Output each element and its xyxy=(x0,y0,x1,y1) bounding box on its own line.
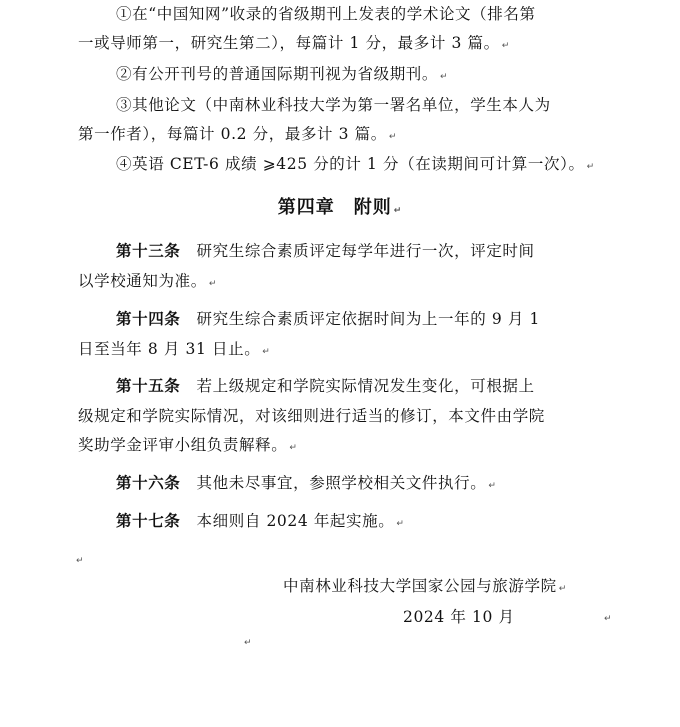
list-item-4: ④英语 CET-6 成绩 ⩾425 分的计 1 分（在读期间可计算一次）。 ↵ xyxy=(116,155,595,173)
paragraph-mark: ↵ xyxy=(604,614,612,624)
paragraph-mark: ↵ xyxy=(558,584,567,594)
paragraph-mark: ↵ xyxy=(208,279,217,289)
paragraph-mark: ↵ xyxy=(289,443,298,453)
article-16: 第十六条 其他未尽事宜，参照学校相关文件执行。 ↵ xyxy=(116,473,497,492)
article-17-label: 第十七条 xyxy=(116,511,181,530)
article-13-line1: 第十三条 研究生综合素质评定每学年进行一次，评定时间 xyxy=(116,241,535,260)
chapter-title: 第四章 附则 ↵ xyxy=(277,197,403,218)
list-item-2: ②有公开刊号的普通国际期刊视为省级期刊。 ↵ xyxy=(116,65,449,83)
paragraph-mark: ↵ xyxy=(388,132,398,142)
article-15-line3: 奖助学金评审小组负责解释。 ↵ xyxy=(78,436,298,454)
paragraph-mark: ↵ xyxy=(396,519,405,529)
paragraph-mark: ↵ xyxy=(262,347,271,357)
article-14-line1: 第十四条 研究生综合素质评定依据时间为上一年的 9 月 1 xyxy=(116,309,540,328)
signature-date: 2024 年 10 月 xyxy=(403,608,515,626)
paragraph-mark: ↵ xyxy=(393,206,403,216)
paragraph-mark: ↵ xyxy=(244,638,252,648)
paragraph-mark: ↵ xyxy=(440,72,449,82)
paragraph-mark: ↵ xyxy=(501,41,510,51)
signature-org: 中南林业科技大学国家公园与旅游学院 ↵ xyxy=(283,577,567,595)
article-13-label: 第十三条 xyxy=(116,241,181,260)
article-17: 第十七条 本细则自 2024 年起实施。 ↵ xyxy=(116,511,405,530)
list-item-1-line2: 一或导师第一，研究生第二），每篇计 1 分，最多计 3 篇。 ↵ xyxy=(78,34,510,52)
article-16-label: 第十六条 xyxy=(116,473,181,492)
paragraph-mark: ↵ xyxy=(76,556,84,566)
list-item-3-line2: 第一作者），每篇计 0.2 分，最多计 3 篇。 ↵ xyxy=(78,125,398,143)
article-15-line2: 级规定和学院实际情况，对该细则进行适当的修订，本文件由学院 xyxy=(78,407,545,425)
paragraph-mark: ↵ xyxy=(488,481,497,491)
article-14-label: 第十四条 xyxy=(116,309,181,328)
list-item-1-line1: ①在“中国知网”收录的省级期刊上发表的学术论文（排名第 xyxy=(116,5,536,23)
paragraph-mark: ↵ xyxy=(586,162,595,172)
article-15-line1: 第十五条 若上级规定和学院实际情况发生变化，可根据上 xyxy=(116,376,535,395)
article-13-line2: 以学校通知为准。 ↵ xyxy=(78,272,217,290)
article-14-line2: 日至当年 8 月 31 日止。 ↵ xyxy=(78,340,271,358)
list-item-3-line1: ③其他论文（中南林业科技大学为第一署名单位，学生本人为 xyxy=(116,96,551,114)
article-15-label: 第十五条 xyxy=(116,376,181,395)
